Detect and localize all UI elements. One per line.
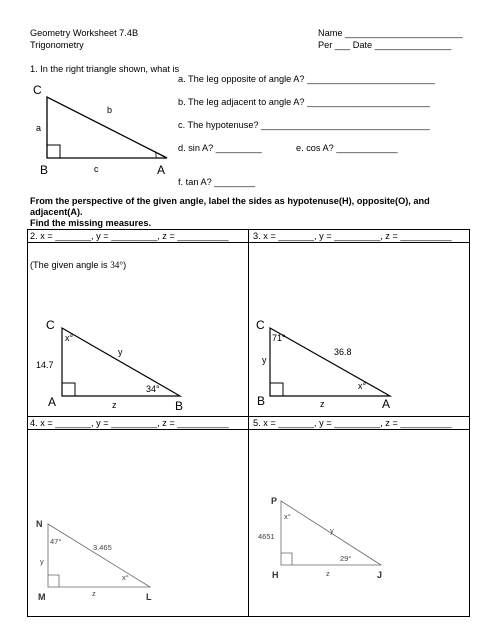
q1-vertex-b: B	[40, 163, 49, 177]
name-line: Name _______________________	[318, 28, 463, 38]
problem-2-right-angle-mark	[62, 383, 75, 396]
problem-4-vertex-n: N	[36, 519, 43, 529]
problem-5-angle-value: 29°	[340, 554, 352, 563]
per-date-line: Per ___ Date _______________	[318, 40, 452, 50]
problem-2-vertex-a: A	[48, 395, 57, 409]
q1-part-a: a. The leg opposite of angle A? _________________________	[178, 74, 435, 84]
problem-5-label-x: x°	[284, 512, 291, 521]
problem-2-label-y: y	[118, 347, 123, 357]
q1-side-b: b	[107, 105, 113, 115]
problem-4-label-x: x°	[122, 573, 129, 582]
problem-3-label-x: x°	[358, 381, 367, 391]
problem-5-vertex-j: J	[377, 570, 383, 580]
problem-5-side-value: 4651	[258, 532, 275, 541]
problem-5-right-angle-mark	[281, 553, 292, 565]
problem-5-label-y: y	[330, 526, 334, 535]
problem-2-note-text: (The given angle is	[30, 260, 111, 270]
problem-4-label-y: y	[40, 557, 44, 566]
q1-vertex-c: C	[33, 83, 42, 97]
problem-3-vertex-a: A	[382, 397, 391, 411]
problem-5-label-z: z	[326, 569, 330, 578]
instructions-line-2: adjacent(A).	[30, 207, 83, 217]
problem-5-vertex-p: P	[271, 496, 278, 506]
worksheet-title: Geometry Worksheet 7.4B	[30, 28, 139, 38]
problem-4-right-angle-mark	[48, 575, 59, 587]
q1-side-a: a	[36, 123, 42, 133]
q1-part-c: c. The hypotenuse? _________________________________	[178, 120, 430, 130]
problem-3-label-z: z	[320, 399, 325, 409]
instructions-line-1: From the perspective of the given angle, label the sides as hypotenuse(H), opposite(O), and	[30, 196, 430, 206]
problem-3-right-angle-mark	[270, 383, 283, 396]
problem-3-triangle-shape	[270, 328, 390, 396]
problem-2-triangle	[36, 318, 183, 413]
problem-4-label-z: z	[92, 589, 96, 598]
problem-4-angle-value: 47°	[50, 537, 62, 546]
problem-2-label-z: z	[112, 400, 117, 410]
problem-2-note-end: )	[123, 260, 127, 270]
problem-5-vertex-h: H	[272, 570, 279, 580]
problem-3-triangle	[256, 318, 390, 411]
problem-2-label-x: x°	[65, 333, 74, 343]
problem-2-header: 2. x = _______, y = _________, z = __________	[30, 231, 229, 241]
problem-4-vertex-m: M	[38, 592, 46, 602]
instructions-line-3: Find the missing measures.	[30, 218, 152, 228]
problem-3-angle-value: 71°	[272, 333, 286, 343]
q1-prompt: 1. In the right triangle shown, what is	[30, 64, 180, 74]
q1-part-e: e. cos A? ____________	[296, 143, 398, 153]
problem-4-triangle	[36, 519, 152, 602]
problem-5-header: 5. x = _______, y = _________, z = __________	[253, 418, 452, 428]
problem-2-note-angle: 34°	[110, 260, 124, 270]
problem-2-triangle-shape	[62, 328, 180, 396]
problem-5-triangle	[258, 496, 382, 580]
problem-4-triangle-shape	[48, 524, 150, 587]
problem-4-side-value: 3.465	[93, 543, 112, 552]
problem-3-vertex-c: C	[256, 318, 265, 332]
problem-3-label-y: y	[262, 355, 267, 365]
q1-part-d: d. sin A? _________	[178, 143, 262, 153]
problem-3-header: 3. x = _______, y = _________, z = __________	[253, 231, 452, 241]
problem-2-angle-value: 34°	[146, 384, 160, 394]
problem-2-vertex-b: B	[175, 399, 184, 413]
problem-3-vertex-b: B	[257, 394, 266, 408]
problem-3-side-value: 36.8	[334, 347, 352, 357]
q1-part-f: f. tan A? ________	[178, 177, 256, 187]
q1-vertex-a: A	[157, 163, 166, 177]
problem-2-side-value: 14.7	[36, 360, 54, 370]
q1-part-b: b. The leg adjacent to angle A? ________________________	[178, 97, 430, 107]
worksheet-subtitle: Trigonometry	[30, 40, 84, 50]
problem-4-header: 4. x = _______, y = _________, z = __________	[30, 418, 229, 428]
problem-2-vertex-c: C	[46, 318, 55, 332]
problem-4-vertex-l: L	[146, 592, 152, 602]
q1-side-c: c	[94, 164, 99, 174]
